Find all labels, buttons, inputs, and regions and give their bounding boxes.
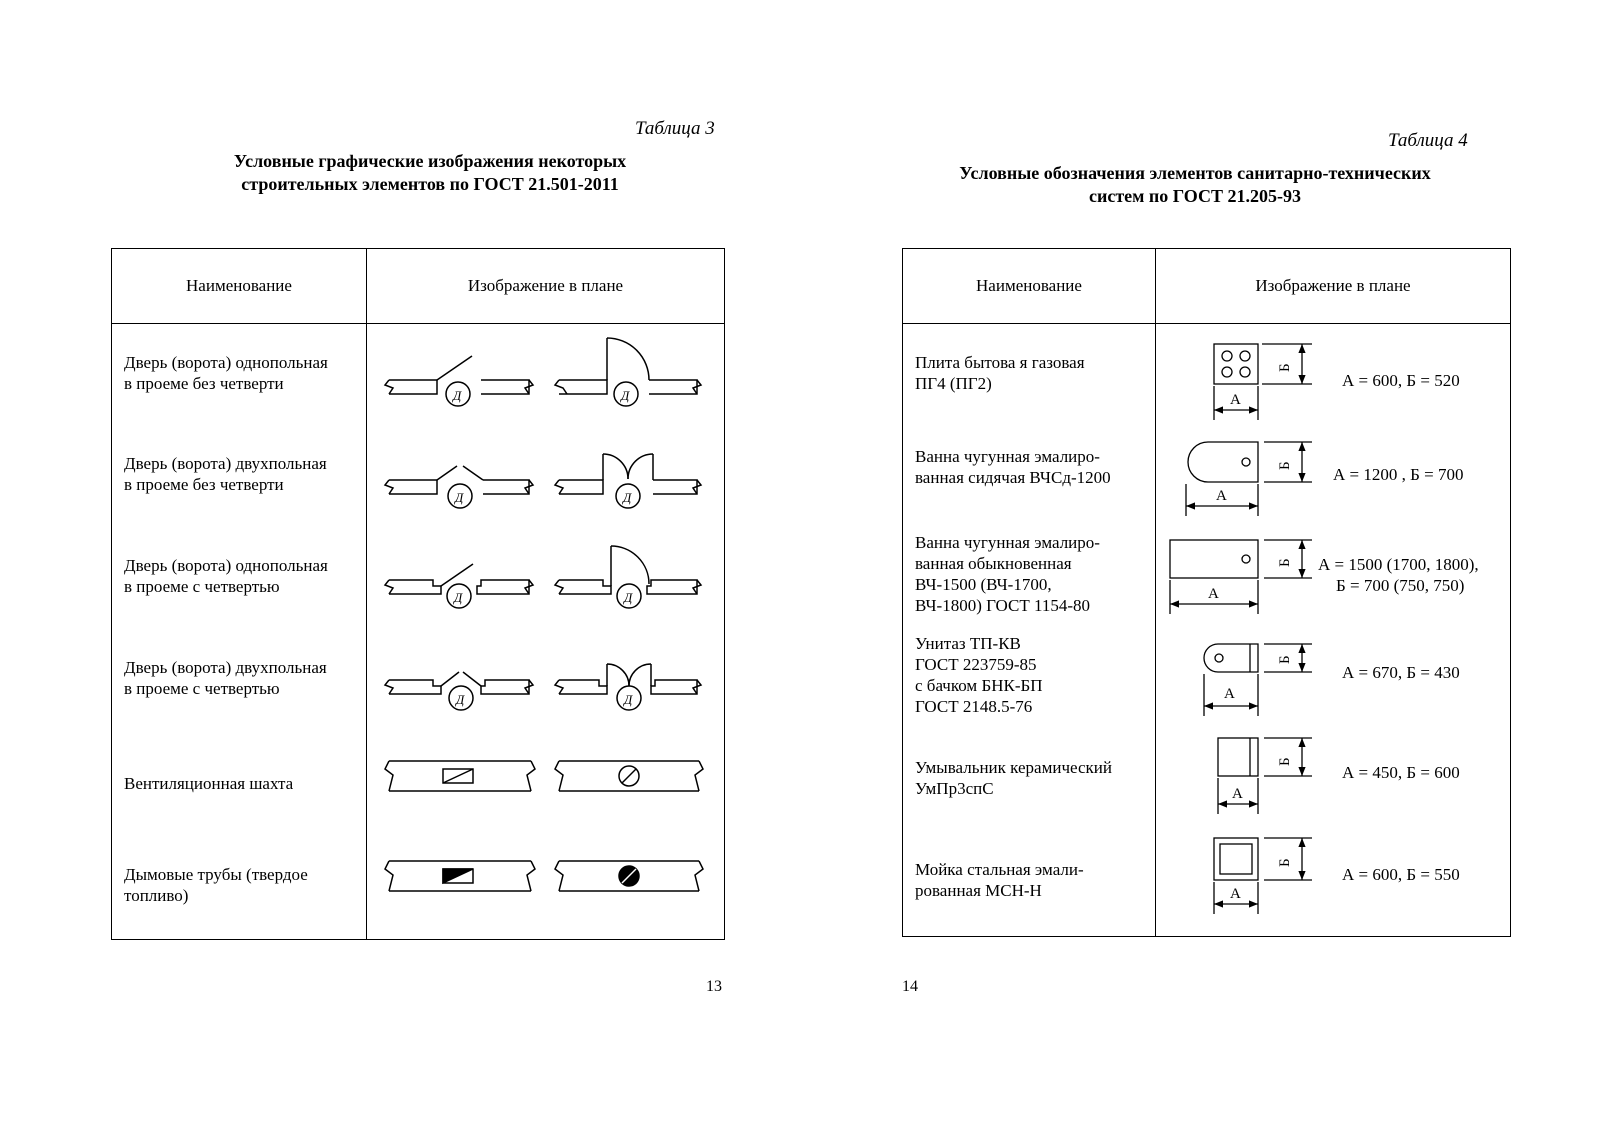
- table-row-name: Умывальник керамический УмПр3спС: [915, 758, 1112, 798]
- column-header-image: Изображение в плане: [1156, 249, 1511, 324]
- table-title-line: Условные обозначения элементов санитарно-технических: [959, 163, 1431, 183]
- door-mark: Д: [621, 388, 630, 403]
- symbols-table: [111, 248, 725, 940]
- door-double-rebate-symbol: [385, 664, 701, 710]
- svg-text:Б: Б: [1277, 363, 1293, 372]
- left-symbols-drawing: [367, 324, 723, 934]
- table-label: Таблица 4: [1388, 130, 1468, 151]
- svg-text:А: А: [1208, 586, 1219, 602]
- door-single-no-rebate-symbol: [385, 338, 701, 406]
- svg-text:Б: Б: [1277, 655, 1293, 664]
- table-title: [130, 150, 730, 196]
- svg-text:А: А: [1230, 392, 1241, 408]
- page-number: 13: [706, 978, 722, 995]
- door-mark: Д: [454, 590, 463, 605]
- column-header-name: Наименование: [903, 249, 1156, 324]
- names-column: [112, 324, 367, 940]
- sink-symbol: [1214, 838, 1460, 914]
- table-row-name: Вентиляционная шахта: [124, 774, 294, 793]
- page-14: [800, 0, 1600, 1131]
- table-row-name: Дверь (ворота) однопольная в проеме с четвертью: [124, 556, 328, 596]
- images-column: [367, 324, 725, 940]
- svg-text:А: А: [1224, 686, 1235, 702]
- table-title-line: Условные графические изображения некоторых: [233, 151, 627, 171]
- door-double-no-rebate-symbol: [385, 454, 701, 508]
- table-row-name: Дымовые трубы (твердое топливо): [124, 865, 308, 905]
- svg-text:А: А: [1216, 488, 1227, 504]
- column-header-name: Наименование: [112, 249, 367, 324]
- sitting-bath-symbol: [1186, 442, 1463, 516]
- chimney-symbol: [385, 861, 703, 891]
- dims-text: Б = 700 (750, 750): [1336, 576, 1465, 595]
- toilet-symbol: [1204, 644, 1460, 716]
- table-row-name: Плита бытова я газовая ПГ4 (ПГ2): [915, 353, 1085, 393]
- door-single-rebate-symbol: [385, 546, 701, 608]
- table-label: Таблица 3: [635, 118, 715, 139]
- dims-text: А = 1200 , Б = 700: [1333, 465, 1464, 484]
- table-title-line: систем по ГОСТ 21.205-93: [1088, 186, 1302, 206]
- svg-text:Б: Б: [1277, 461, 1293, 470]
- table-row-name: Мойка стальная эмали- рованная МСН-Н: [915, 860, 1084, 900]
- svg-text:Б: Б: [1277, 558, 1293, 567]
- table-row-name: Дверь (ворота) двухпольная в проеме с четвертью: [124, 658, 327, 698]
- table-title-line: строительных элементов по ГОСТ 21.501-2011: [241, 174, 619, 194]
- column-header-image: Изображение в плане: [367, 249, 725, 324]
- page-number: 14: [902, 978, 918, 995]
- ventilation-shaft-symbol: [385, 761, 703, 791]
- table-row-name: Унитаз ТП-КВ ГОСТ 223759-85 с бачком БНК-БП ГОСТ 2148.5-76: [915, 634, 1043, 716]
- table-row-name: Ванна чугунная эмалиро- ванная сидячая ВЧСд-1200: [915, 447, 1111, 487]
- right-symbols-drawing: [1156, 324, 1509, 931]
- dims-text: А = 1500 (1700, 1800),: [1318, 555, 1479, 574]
- svg-text:А: А: [1230, 886, 1241, 902]
- table-row-name: Ванна чугунная эмалиро- ванная обыкновенная ВЧ-1500 (ВЧ-1700, ВЧ-1800) ГОСТ 1154-80: [915, 533, 1100, 615]
- dims-text: А = 600, Б = 520: [1342, 371, 1460, 390]
- washbasin-symbol: [1218, 738, 1460, 814]
- sanitary-table: [902, 248, 1511, 937]
- door-mark: Д: [623, 490, 632, 505]
- table-row-name: Дверь (ворота) однопольная в проеме без четверти: [124, 353, 328, 393]
- door-mark: Д: [624, 590, 633, 605]
- dims-text: А = 450, Б = 600: [1342, 763, 1460, 782]
- svg-text:А: А: [1232, 786, 1243, 802]
- bath-symbol: [1170, 540, 1479, 614]
- dims-text: А = 670, Б = 430: [1342, 663, 1460, 682]
- door-mark: Д: [455, 490, 464, 505]
- images-column: [1156, 324, 1511, 937]
- svg-text:Б: Б: [1277, 858, 1293, 867]
- gas-stove-symbol: [1214, 344, 1460, 420]
- svg-text:Б: Б: [1277, 757, 1293, 766]
- table-row-name: Дверь (ворота) двухпольная в проеме без четверти: [124, 454, 327, 494]
- door-mark: Д: [624, 692, 633, 707]
- dims-text: А = 600, Б = 550: [1342, 865, 1460, 884]
- door-mark: Д: [453, 388, 462, 403]
- table-title: [895, 162, 1495, 208]
- names-column: [903, 324, 1156, 937]
- door-mark: Д: [456, 692, 465, 707]
